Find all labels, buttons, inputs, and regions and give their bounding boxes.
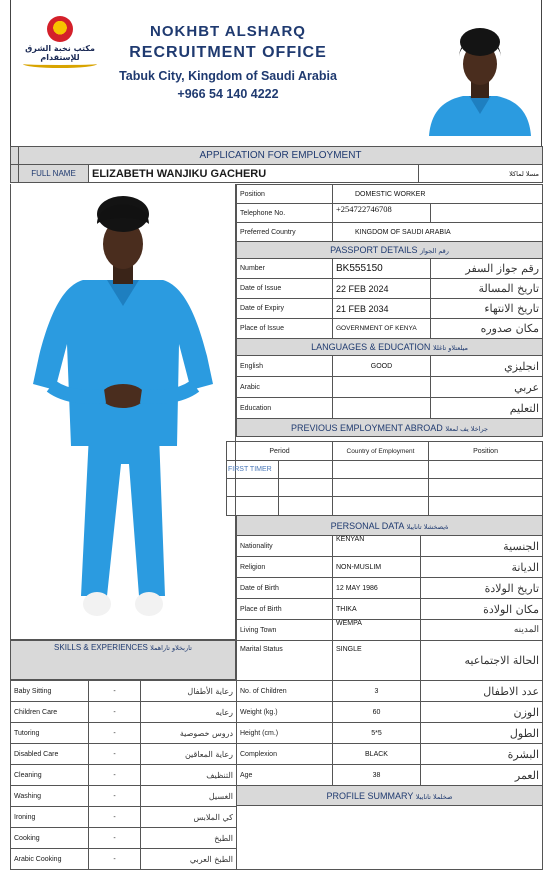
band-spacer <box>11 165 19 183</box>
education-label: Education <box>237 398 333 419</box>
applicant-full-photo <box>10 184 236 640</box>
complexion-label: Complexion <box>237 744 333 765</box>
skill-value: - <box>89 828 141 849</box>
skill-arabic: رعايه <box>141 702 237 723</box>
weight-label: Weight (kg.) <box>237 702 333 723</box>
previous-title: PREVIOUS EMPLOYMENT ABROAD <box>290 422 443 433</box>
skills-table <box>10 680 237 870</box>
first-timer-note: FIRST TIMER <box>227 461 279 479</box>
headshot-figure-icon <box>421 18 539 136</box>
skill-value: - <box>89 765 141 786</box>
details-table <box>236 184 543 437</box>
languages-title-arabic: ميلعتلاو تاغللا <box>432 344 468 352</box>
passport-title-arabic: رقم الجواز <box>419 247 449 255</box>
company-phone: +966 54 140 4222 <box>177 87 279 101</box>
religion-value: NON-MUSLIM <box>333 557 421 578</box>
col-period: Period <box>227 442 333 461</box>
town-label: Living Town <box>237 620 333 641</box>
pob-arabic: مكان الولادة <box>421 599 543 620</box>
passport-title: PASSPORT DETAILS <box>330 245 418 255</box>
skill-label: Ironing <box>11 807 89 828</box>
personal-title-arabic: ةيصخشلا تانايبلا <box>406 522 449 531</box>
skills-title: SKILLS & EXPERIENCES <box>54 643 148 652</box>
issue-date-value: 22 FEB 2024 <box>333 279 431 299</box>
pob-value: THIKA <box>333 599 421 620</box>
previous-title-arabic: جراخلا يف لمعلا <box>445 424 489 433</box>
english-arabic: انجليزي <box>431 356 543 377</box>
marital-value: SINGLE <box>333 641 421 681</box>
issue-date-label: Date of Issue <box>237 279 333 299</box>
age-arabic: العمر <box>421 765 543 786</box>
profile-title: PROFILE SUMMARY <box>326 790 414 801</box>
skill-value: - <box>89 786 141 807</box>
complexion-arabic: البشرة <box>421 744 543 765</box>
company-city: Tabuk City, Kingdom of Saudi Arabia <box>119 69 337 83</box>
personal-data-table <box>236 515 543 870</box>
letterhead <box>10 0 542 146</box>
full-body-figure-icon <box>11 184 236 640</box>
town-arabic: المدينه <box>421 620 543 641</box>
height-label: Height (cm.) <box>237 723 333 744</box>
issue-place-value: GOVERNMENT OF KENYA <box>333 319 431 339</box>
religion-arabic: الديانة <box>421 557 543 578</box>
english-label: English <box>237 356 333 377</box>
dob-label: Date of Birth <box>237 578 333 599</box>
logo-emblem-icon <box>47 16 73 42</box>
full-name-arabic: مسلا لماكلا <box>419 165 543 183</box>
skill-arabic: الغسيل <box>141 786 237 807</box>
arabic-value <box>333 377 431 398</box>
logo-swoosh-icon <box>23 60 97 68</box>
skill-value: - <box>89 681 141 702</box>
company-info <box>101 22 355 103</box>
skill-arabic: رعاية الأطفال <box>141 681 237 702</box>
complexion-value: BLACK <box>333 744 421 765</box>
nationality-value: KENYAN <box>333 536 421 557</box>
office-name: RECRUITMENT OFFICE <box>129 44 327 61</box>
skill-value: - <box>89 702 141 723</box>
passport-number-label: Number <box>237 259 333 279</box>
issue-place-arabic: مكان صدوره <box>431 319 543 339</box>
prev-row-3-col-4 <box>429 497 543 516</box>
skill-value: - <box>89 807 141 828</box>
skill-arabic: الطبخ العربي <box>141 849 237 870</box>
skill-arabic: التنظيف <box>141 765 237 786</box>
telephone-value: +254722746708 <box>333 204 431 223</box>
profile-summary-body <box>237 806 543 870</box>
country-label: Preferred Country <box>237 223 333 242</box>
education-value <box>333 398 431 419</box>
skill-value: - <box>89 723 141 744</box>
skill-arabic: الطبخ <box>141 828 237 849</box>
skill-label: Washing <box>11 786 89 807</box>
children-arabic: عدد الاطفال <box>421 681 543 702</box>
band-spacer <box>11 147 19 165</box>
company-logo <box>19 14 101 66</box>
skill-row <box>11 849 237 870</box>
country-value: KINGDOM OF SAUDI ARABIA <box>333 223 543 242</box>
skill-row <box>11 723 237 744</box>
prev-row-2-col-4 <box>429 479 543 497</box>
profile-title-arabic: صخلملا تانايبلا <box>415 792 453 801</box>
skill-row <box>11 828 237 849</box>
passport-number-arabic: رقم جواز السفر <box>431 259 543 279</box>
skill-arabic: رعاية المعاقين <box>141 744 237 765</box>
full-name-label: FULL NAME <box>19 165 89 183</box>
profile-section-header <box>237 786 543 806</box>
skill-row <box>11 807 237 828</box>
skill-arabic: دروس خصوصية <box>141 723 237 744</box>
skill-label: Cleaning <box>11 765 89 786</box>
religion-label: Religion <box>237 557 333 578</box>
skill-row <box>11 681 237 702</box>
prev-row-1-col-4 <box>429 461 543 479</box>
position-value: DOMESTIC WORKER <box>333 185 543 204</box>
prev-row-2-col-2 <box>279 479 333 497</box>
full-name-value: ELIZABETH WANJIKU GACHERU <box>89 165 419 183</box>
skill-label: Tutoring <box>11 723 89 744</box>
skill-label: Cooking <box>11 828 89 849</box>
skill-label: Disabled Care <box>11 744 89 765</box>
application-header-table <box>10 146 543 183</box>
arabic-label: Arabic <box>237 377 333 398</box>
company-name: NOKHBT ALSHARQ <box>150 23 306 40</box>
col-position: Position <box>429 442 543 461</box>
position-label: Position <box>237 185 333 204</box>
skill-arabic: كي الملابس <box>141 807 237 828</box>
skill-label: Children Care <box>11 702 89 723</box>
marital-arabic: الحالة الاجتماعيه <box>421 641 543 681</box>
marital-label: Marital Status <box>237 641 333 681</box>
education-arabic: التعليم <box>431 398 543 419</box>
pob-label: Place of Birth <box>237 599 333 620</box>
expiry-date-value: 21 FEB 2034 <box>333 299 431 319</box>
nationality-arabic: الجنسية <box>421 536 543 557</box>
skill-row <box>11 744 237 765</box>
prev-row-2-col-3 <box>333 479 429 497</box>
weight-arabic: الوزن <box>421 702 543 723</box>
nationality-label: Nationality <box>237 536 333 557</box>
telephone-label: Telephone No. <box>237 204 333 223</box>
town-value: WEMPA <box>333 620 421 641</box>
skill-value: - <box>89 849 141 870</box>
prev-row-1-col-2 <box>279 461 333 479</box>
skill-label: Baby Sitting <box>11 681 89 702</box>
skills-section-header <box>10 640 236 680</box>
passport-number-value: BK555150 <box>333 259 431 279</box>
height-arabic: الطول <box>421 723 543 744</box>
personal-title: PERSONAL DATA <box>330 520 404 531</box>
age-label: Age <box>237 765 333 786</box>
logo-text: مكتب نخبة الشرق للإستقدام <box>25 44 95 62</box>
children-label: No. of Children <box>237 681 333 702</box>
dob-arabic: تاريخ الولادة <box>421 578 543 599</box>
col-country: Country of Employment <box>333 442 429 461</box>
personal-section-header <box>237 516 543 536</box>
height-value: 5*5 <box>333 723 421 744</box>
issue-place-label: Place of Issue <box>237 319 333 339</box>
skill-row <box>11 702 237 723</box>
previous-employment-header <box>237 419 543 437</box>
english-value: GOOD <box>333 356 431 377</box>
skill-label: Arabic Cooking <box>11 849 89 870</box>
prev-row-2-col-1 <box>227 479 279 497</box>
skill-value: - <box>89 744 141 765</box>
telephone-blank <box>431 204 543 223</box>
prev-row-3-col-1 <box>227 497 279 516</box>
arabic-arabic: عربي <box>431 377 543 398</box>
skill-row <box>11 786 237 807</box>
languages-title: LANGUAGES & EDUCATION <box>311 342 431 352</box>
skills-title-arabic: تاربخلاو تاراهملا <box>150 644 192 652</box>
children-value: 3 <box>333 681 421 702</box>
expiry-date-label: Date of Expiry <box>237 299 333 319</box>
skill-row <box>11 765 237 786</box>
prev-row-3-col-3 <box>333 497 429 516</box>
weight-value: 60 <box>333 702 421 723</box>
applicant-headshot <box>421 18 539 136</box>
issue-date-arabic: تاريخ المسالة <box>431 279 543 299</box>
prev-row-3-col-2 <box>279 497 333 516</box>
age-value: 38 <box>333 765 421 786</box>
expiry-date-arabic: تاريخ الانتهاء <box>431 299 543 319</box>
passport-section-header <box>237 242 543 259</box>
application-title: APPLICATION FOR EMPLOYMENT <box>19 147 543 165</box>
prev-row-1-col-3 <box>333 461 429 479</box>
languages-section-header <box>237 339 543 356</box>
dob-value: 12 MAY 1986 <box>333 578 421 599</box>
previous-employment-table <box>226 441 543 516</box>
